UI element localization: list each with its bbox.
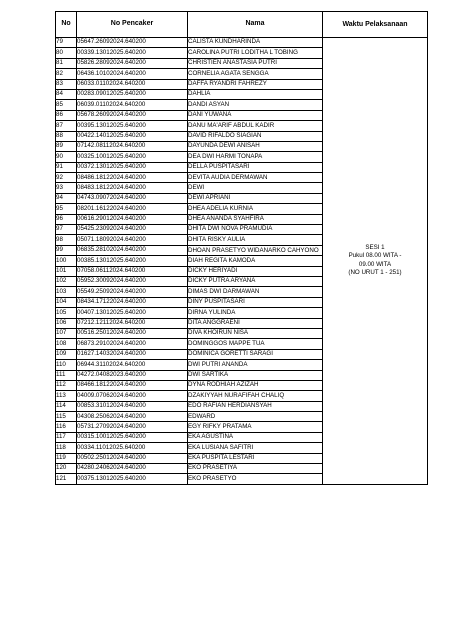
pencaker-number: 04272.04082023.640200	[77, 370, 188, 380]
row-number: 95	[56, 204, 77, 214]
participant-name: DAVID RIFALDO SIAGIAN	[188, 131, 323, 141]
row-number: 110	[56, 360, 77, 370]
pencaker-number: 04743.09072024.640200	[77, 193, 188, 203]
row-number: 114	[56, 401, 77, 411]
pencaker-number: 05071.18092024.640200	[77, 235, 188, 245]
header-pencaker: No Pencaker	[77, 12, 188, 38]
row-number: 119	[56, 453, 77, 463]
row-number: 91	[56, 162, 77, 172]
pencaker-number: 05678.26092024.640200	[77, 110, 188, 120]
participant-name: DWI PUTRI ANANDA	[188, 360, 323, 370]
participant-name: DIRNA YULINDA	[188, 308, 323, 318]
participant-name: DAYUNDA DEWI ANISAH	[188, 141, 323, 151]
row-number: 101	[56, 266, 77, 276]
pencaker-number: 00283.09012025.640200	[77, 89, 188, 99]
row-number: 120	[56, 464, 77, 474]
row-number: 112	[56, 380, 77, 390]
participant-name: DEWI APRIANI	[188, 193, 323, 203]
row-number: 98	[56, 235, 77, 245]
row-number: 89	[56, 141, 77, 151]
participant-name: CALISTA KUNDHARINDA	[188, 38, 323, 48]
participant-name: EKA PUSPITA LESTARI	[188, 453, 323, 463]
row-number: 87	[56, 121, 77, 131]
row-number: 94	[56, 193, 77, 203]
session-line3: 09.00 WITA	[358, 260, 392, 268]
pencaker-number: 07142.08112024.640200	[77, 141, 188, 151]
row-number: 85	[56, 100, 77, 110]
participant-name: DELLA PUSPITASARI	[188, 162, 323, 172]
row-number: 109	[56, 349, 77, 359]
row-number: 88	[56, 131, 77, 141]
participant-table	[55, 11, 428, 485]
pencaker-number: 00616.29012024.640200	[77, 214, 188, 224]
row-number: 96	[56, 214, 77, 224]
participant-name: DOMINICA GORETTI SARAGI	[188, 349, 323, 359]
row-number: 116	[56, 422, 77, 432]
row-number: 104	[56, 297, 77, 307]
participant-name: DHITA DWI NOVA PRAMUDIA	[188, 225, 323, 235]
session-line1: SESI 1	[365, 243, 385, 251]
participant-name: DEWI	[188, 183, 323, 193]
pencaker-number: 06873.29102024.640200	[77, 339, 188, 349]
header-nama: Nama	[188, 12, 323, 38]
row-number: 108	[56, 339, 77, 349]
pencaker-number: 00853.31012024.640200	[77, 401, 188, 411]
row-number: 105	[56, 308, 77, 318]
row-number: 81	[56, 58, 77, 68]
participant-name: EKA AGUSTINA	[188, 432, 323, 442]
participant-name: EGY RIFKY PRATAMA	[188, 422, 323, 432]
row-number: 83	[56, 79, 77, 89]
pencaker-number: 07058.06112024.640200	[77, 266, 188, 276]
pencaker-number: 08486.18122024.640200	[77, 173, 188, 183]
pencaker-number: 00372.13012025.640200	[77, 162, 188, 172]
pencaker-number: 06835.28102024.640200	[77, 245, 188, 255]
row-number: 103	[56, 287, 77, 297]
participant-name: DANI YUWANA	[188, 110, 323, 120]
row-number: 79	[56, 38, 77, 48]
pencaker-number: 06436.10102024.640200	[77, 69, 188, 79]
participant-name: CAROLINA PUTRI LODITHA L TOBING	[188, 48, 323, 58]
participant-name: DAHLIA	[188, 89, 323, 99]
pencaker-number: 00339.13012025.640200	[77, 48, 188, 58]
pencaker-number: 06944.31102024.640200	[77, 360, 188, 370]
participant-name: DOMINGGOS MAPPE TUA	[188, 339, 323, 349]
participant-name: DAFFA RYANDRI FAHREZY	[188, 79, 323, 89]
pencaker-number: 00375.13012025.640200	[77, 474, 188, 484]
row-number: 86	[56, 110, 77, 120]
participant-name: EKA LUSIANA SAFITRI	[188, 443, 323, 453]
pencaker-number: 00385.13012025.640200	[77, 256, 188, 266]
row-number: 80	[56, 48, 77, 58]
row-number: 115	[56, 412, 77, 422]
participant-name: DICKY HERIYADI	[188, 266, 323, 276]
participant-name: CHRISTIEN ANASTASIA PUTRI	[188, 58, 323, 68]
row-number: 90	[56, 152, 77, 162]
row-number: 99	[56, 245, 77, 255]
pencaker-number: 00516.25012024.640200	[77, 328, 188, 338]
session-time-cell	[323, 38, 428, 485]
pencaker-number: 06039.01102024.640200	[77, 100, 188, 110]
session-line4: (NO URUT 1 - 251)	[348, 269, 402, 277]
pencaker-number: 08201.16122024.640200	[77, 204, 188, 214]
row-number: 113	[56, 391, 77, 401]
participant-name: DINY PUSPITASARI	[188, 297, 323, 307]
row-number: 106	[56, 318, 77, 328]
pencaker-number: 00334.11012025.640200	[77, 443, 188, 453]
participant-name: DHOAN PRASETYO WIDANARKO CAHYONO	[188, 245, 323, 255]
pencaker-number: 00502.25012024.640200	[77, 453, 188, 463]
pencaker-number: 05425.23092024.640200	[77, 225, 188, 235]
row-number: 118	[56, 443, 77, 453]
row-number: 107	[56, 328, 77, 338]
row-number: 117	[56, 432, 77, 442]
participant-name: DIAH REGITA KAMODA	[188, 256, 323, 266]
header-no: No	[56, 12, 77, 38]
pencaker-number: 00422.14012025.640200	[77, 131, 188, 141]
participant-name: CORNELIA AGATA SENGGA	[188, 69, 323, 79]
participant-name: DANU MA'ARIF ABDUL KADIR	[188, 121, 323, 131]
pencaker-number: 04308.25062024.640200	[77, 412, 188, 422]
pencaker-number: 00315.10012025.640200	[77, 432, 188, 442]
pencaker-number: 06033.01102024.640200	[77, 79, 188, 89]
row-number: 84	[56, 89, 77, 99]
pencaker-number: 00407.13012025.640200	[77, 308, 188, 318]
row-number: 121	[56, 474, 77, 484]
participant-name: DEA DWI HARMI TONAPA	[188, 152, 323, 162]
row-number: 97	[56, 225, 77, 235]
row-number: 93	[56, 183, 77, 193]
table-header-row	[56, 12, 428, 38]
pencaker-number: 05549.25092024.640200	[77, 287, 188, 297]
participant-name: DYNA RODHIAH AZIZAH	[188, 380, 323, 390]
participant-name: DANDI ASYAN	[188, 100, 323, 110]
pencaker-number: 05647.26092024.640200	[77, 38, 188, 48]
participant-name: DEVITA AUDIA DERMAWAN	[188, 173, 323, 183]
participant-name: DICKY PUTRA ARYANA	[188, 276, 323, 286]
pencaker-number: 08483.18122024.640200	[77, 183, 188, 193]
pencaker-number: 08466.18122024.640200	[77, 380, 188, 390]
participant-name: DHITA RISKY AULIA	[188, 235, 323, 245]
participant-name: DHEA ADELIA KURNIA	[188, 204, 323, 214]
row-number: 111	[56, 370, 77, 380]
participant-name: DIVA KHOIRUN NISA	[188, 328, 323, 338]
session-line2: Pukul 08.00 WITA -	[348, 252, 402, 260]
pencaker-number: 00325.10012025.640200	[77, 152, 188, 162]
pencaker-number: 08434.17122024.640200	[77, 297, 188, 307]
pencaker-number: 05952.30092024.640200	[77, 276, 188, 286]
participant-name: DWI SARTIKA	[188, 370, 323, 380]
pencaker-number: 04009.07062024.640200	[77, 391, 188, 401]
participant-name: EDWARD	[188, 412, 323, 422]
participant-name: EKO PRASETYO	[188, 474, 323, 484]
participant-name: EKO PRASETIYA	[188, 464, 323, 474]
pencaker-number: 07212.12112024.640200	[77, 318, 188, 328]
pencaker-number: 01627.14032024.640200	[77, 349, 188, 359]
participant-name: DZAKIYYAH NURAFIFAH CHALIQ	[188, 391, 323, 401]
row-number: 92	[56, 173, 77, 183]
pencaker-number: 00395.13012025.640200	[77, 121, 188, 131]
header-waktu: Waktu Pelaksanaan	[323, 12, 428, 38]
row-number: 82	[56, 69, 77, 79]
row-number: 102	[56, 276, 77, 286]
participant-name: DHEA ANANDA SYAHFIRA	[188, 214, 323, 224]
table-body	[56, 38, 428, 485]
participant-name: DITA ANGGRAENI	[188, 318, 323, 328]
pencaker-number: 05731.27092024.640200	[77, 422, 188, 432]
pencaker-number: 04280.24062024.640200	[77, 464, 188, 474]
table-row	[56, 38, 428, 48]
participant-name: EDO RAFIAN HERDIANSYAH	[188, 401, 323, 411]
participant-name: DIMAS DWI DARMAWAN	[188, 287, 323, 297]
pencaker-number: 05826.28092024.640200	[77, 58, 188, 68]
row-number: 100	[56, 256, 77, 266]
